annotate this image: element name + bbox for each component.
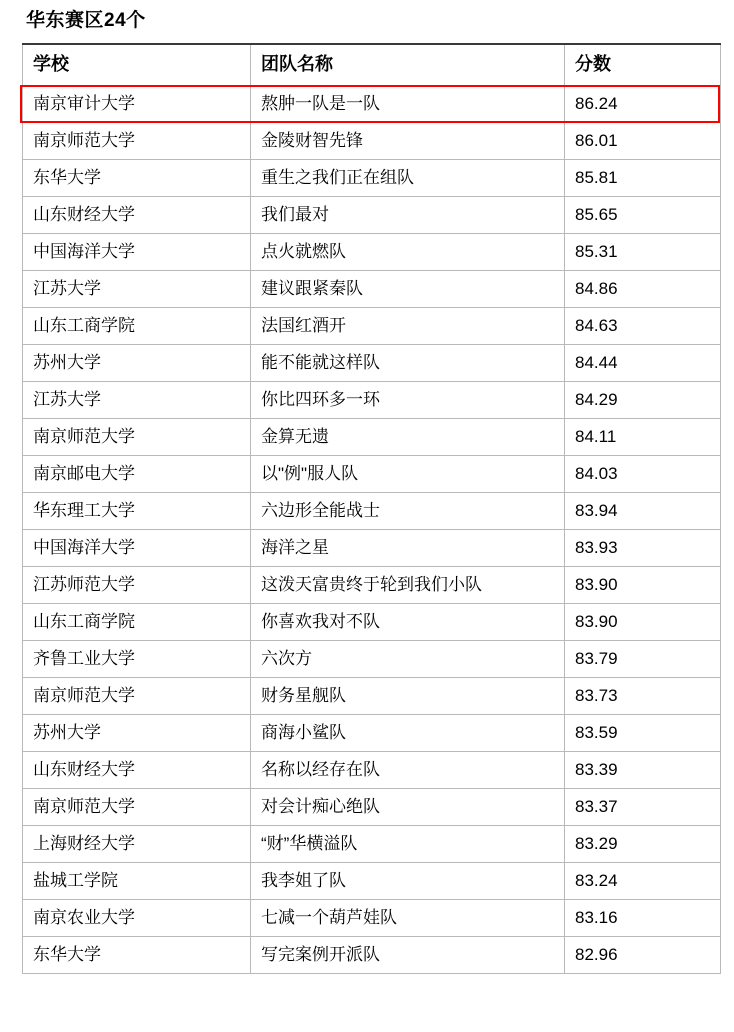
cell-score: 83.24 — [565, 863, 721, 900]
cell-school: 南京农业大学 — [23, 900, 251, 937]
table-row — [23, 271, 721, 308]
table-row — [23, 752, 721, 789]
cell-score: 83.73 — [565, 678, 721, 715]
table-row — [23, 308, 721, 345]
table-row — [23, 678, 721, 715]
cell-score: 84.63 — [565, 308, 721, 345]
cell-team: 海洋之星 — [251, 530, 565, 567]
cell-school: 江苏大学 — [23, 271, 251, 308]
ranking-table-container — [22, 43, 720, 975]
cell-team: 重生之我们正在组队 — [251, 160, 565, 197]
table-row — [23, 86, 721, 123]
cell-team: 七减一个葫芦娃队 — [251, 900, 565, 937]
page-title: 华东赛区24个 — [26, 10, 146, 31]
cell-school: 山东财经大学 — [23, 197, 251, 234]
cell-score: 86.01 — [565, 123, 721, 160]
cell-score: 83.39 — [565, 752, 721, 789]
cell-team: 以"例"服人队 — [251, 456, 565, 493]
cell-score: 83.29 — [565, 826, 721, 863]
table-row — [23, 567, 721, 604]
table-row — [23, 826, 721, 863]
cell-school: 苏州大学 — [23, 715, 251, 752]
cell-score: 84.03 — [565, 456, 721, 493]
ranking-table — [22, 43, 721, 975]
cell-team: 我们最对 — [251, 197, 565, 234]
cell-team: 这泼天富贵终于轮到我们小队 — [251, 567, 565, 604]
cell-score: 82.96 — [565, 937, 721, 974]
cell-school: 盐城工学院 — [23, 863, 251, 900]
cell-score: 83.79 — [565, 641, 721, 678]
cell-team: 点火就燃队 — [251, 234, 565, 271]
cell-school: 山东工商学院 — [23, 604, 251, 641]
cell-score: 83.93 — [565, 530, 721, 567]
table-row — [23, 123, 721, 160]
table-header — [23, 44, 721, 86]
cell-school: 东华大学 — [23, 160, 251, 197]
cell-score: 83.90 — [565, 604, 721, 641]
table-row — [23, 160, 721, 197]
cell-score: 83.16 — [565, 900, 721, 937]
table-row — [23, 419, 721, 456]
cell-school: 南京师范大学 — [23, 789, 251, 826]
cell-team: 金陵财智先锋 — [251, 123, 565, 160]
column-header-score: 分数 — [565, 44, 721, 86]
table-row — [23, 641, 721, 678]
cell-score: 83.90 — [565, 567, 721, 604]
cell-score: 83.94 — [565, 493, 721, 530]
cell-score: 85.81 — [565, 160, 721, 197]
cell-school: 江苏大学 — [23, 382, 251, 419]
cell-school: 齐鲁工业大学 — [23, 641, 251, 678]
cell-score: 85.65 — [565, 197, 721, 234]
cell-team: 金算无遗 — [251, 419, 565, 456]
cell-team: 商海小鲨队 — [251, 715, 565, 752]
cell-school: 南京邮电大学 — [23, 456, 251, 493]
cell-team: 财务星舰队 — [251, 678, 565, 715]
cell-school: 苏州大学 — [23, 345, 251, 382]
cell-team: 名称以经存在队 — [251, 752, 565, 789]
cell-school: 山东财经大学 — [23, 752, 251, 789]
table-row — [23, 234, 721, 271]
cell-score: 85.31 — [565, 234, 721, 271]
cell-team: 建议跟紧秦队 — [251, 271, 565, 308]
cell-score: 84.11 — [565, 419, 721, 456]
table-header-row — [23, 44, 721, 86]
table-row — [23, 530, 721, 567]
cell-school: 东华大学 — [23, 937, 251, 974]
cell-school: 南京师范大学 — [23, 678, 251, 715]
table-row — [23, 382, 721, 419]
cell-team: 写完案例开派队 — [251, 937, 565, 974]
cell-school: 山东工商学院 — [23, 308, 251, 345]
cell-score: 86.24 — [565, 86, 721, 123]
column-header-team: 团队名称 — [251, 44, 565, 86]
cell-school: 上海财经大学 — [23, 826, 251, 863]
cell-score: 84.86 — [565, 271, 721, 308]
table-row — [23, 789, 721, 826]
cell-school: 华东理工大学 — [23, 493, 251, 530]
cell-school: 南京审计大学 — [23, 86, 251, 123]
cell-score: 83.59 — [565, 715, 721, 752]
table-row — [23, 900, 721, 937]
cell-school: 南京师范大学 — [23, 123, 251, 160]
cell-team: 六次方 — [251, 641, 565, 678]
table-row — [23, 197, 721, 234]
table-row — [23, 937, 721, 974]
cell-team: 能不能就这样队 — [251, 345, 565, 382]
cell-score: 83.37 — [565, 789, 721, 826]
column-header-school: 学校 — [23, 44, 251, 86]
cell-team: 我李姐了队 — [251, 863, 565, 900]
cell-team: 你喜欢我对不队 — [251, 604, 565, 641]
cell-team: “财”华横溢队 — [251, 826, 565, 863]
cell-team: 熬肿一队是一队 — [251, 86, 565, 123]
table-row — [23, 456, 721, 493]
table-row — [23, 863, 721, 900]
table-row — [23, 345, 721, 382]
table-row — [23, 493, 721, 530]
cell-school: 中国海洋大学 — [23, 530, 251, 567]
cell-score: 84.29 — [565, 382, 721, 419]
cell-score: 84.44 — [565, 345, 721, 382]
cell-school: 江苏师范大学 — [23, 567, 251, 604]
table-row — [23, 715, 721, 752]
cell-team: 法国红酒开 — [251, 308, 565, 345]
cell-team: 六边形全能战士 — [251, 493, 565, 530]
table-body — [23, 86, 721, 974]
cell-team: 你比四环多一环 — [251, 382, 565, 419]
cell-school: 南京师范大学 — [23, 419, 251, 456]
cell-team: 对会计痴心绝队 — [251, 789, 565, 826]
cell-school: 中国海洋大学 — [23, 234, 251, 271]
table-row — [23, 604, 721, 641]
